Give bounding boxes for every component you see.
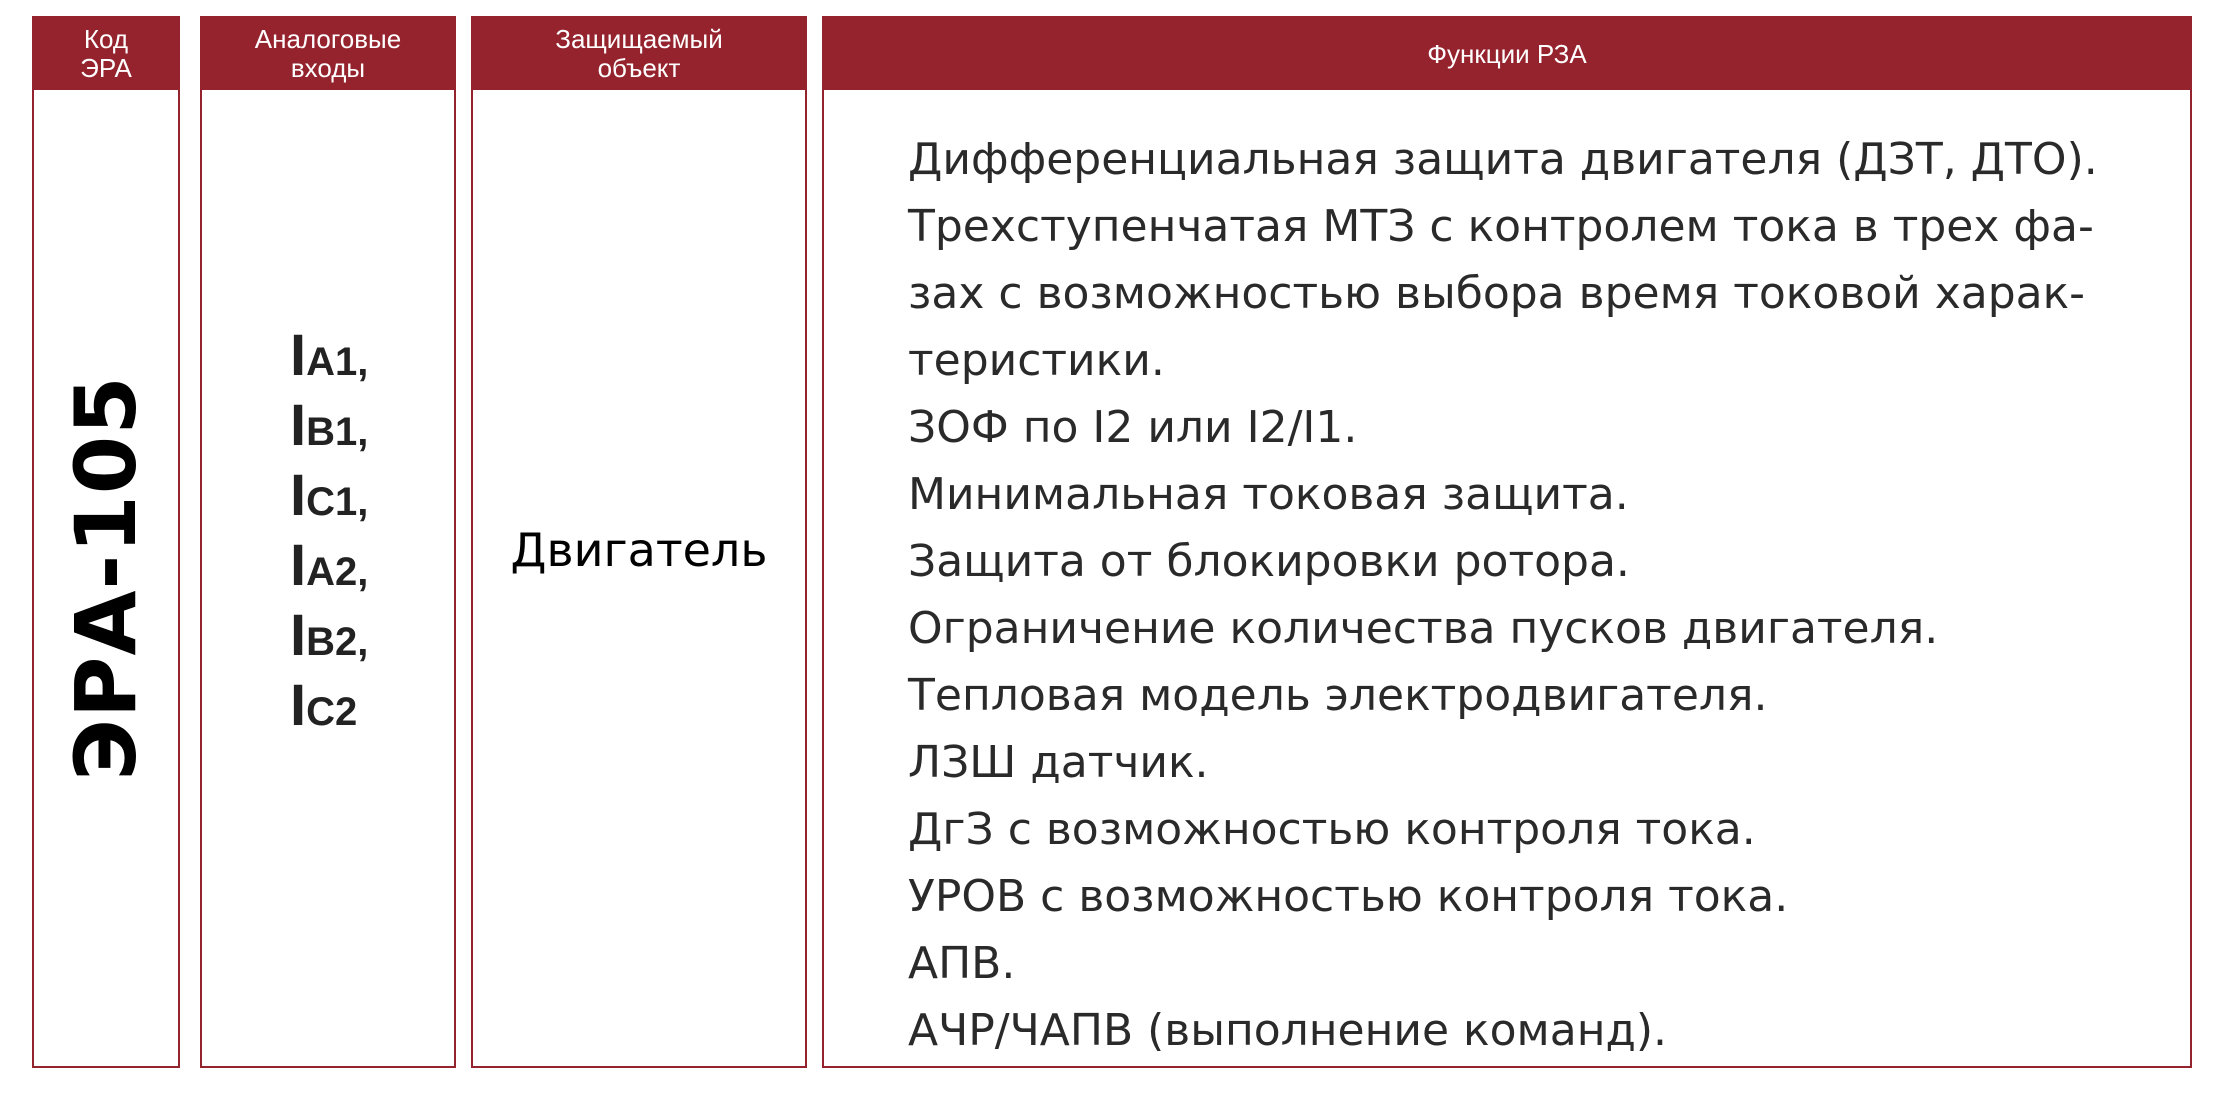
analog-input-separator: ,: [357, 550, 369, 594]
functions-list: [908, 126, 2098, 1064]
function-line: Защита от блокировки ротора.: [908, 536, 1630, 587]
function-line: Ограничение количества пусков двигателя.: [908, 603, 1939, 654]
analog-input-item: [290, 532, 368, 602]
column-protected-object: [471, 16, 807, 1068]
analog-input-subscript: B1: [306, 410, 358, 454]
function-line: АПВ.: [908, 938, 1016, 989]
header-functions: [824, 18, 2190, 90]
cell-analog-inputs: [202, 90, 454, 1066]
analog-input-subscript: B2: [306, 620, 358, 664]
function-line: ЛЗШ датчик.: [908, 737, 1209, 788]
device-code: ЭРА-105: [57, 375, 155, 781]
protected-object: Двигатель: [510, 523, 768, 577]
analog-input-separator: ,: [357, 340, 369, 384]
analog-input-item: [290, 322, 368, 392]
analog-input-subscript: C2: [306, 690, 358, 734]
analog-input-subscript: A2: [306, 550, 358, 594]
analog-input-subscript: C1: [306, 480, 358, 524]
function-line: Минимальная токовая защита.: [908, 469, 1629, 520]
function-line: теристики.: [908, 335, 1165, 386]
analog-input-item: [290, 672, 368, 742]
analog-input-symbol: I: [290, 393, 307, 458]
column-functions: [822, 16, 2192, 1068]
cell-protected-object: [473, 90, 805, 1066]
analog-input-symbol: I: [290, 533, 307, 598]
analog-input-item: [290, 392, 368, 462]
function-line: АЧР/ЧАПВ (выполнение команд).: [908, 1005, 1668, 1056]
function-line: ЗОФ по I2 или I2/I1.: [908, 402, 1358, 453]
cell-functions: [824, 90, 2190, 1066]
header-functions-label: Функции РЗА: [1427, 38, 1587, 69]
function-line: зах с возможностью выбора время токовой харак-: [908, 268, 2086, 319]
analog-input-item: [290, 462, 368, 532]
function-line: ДгЗ с возможностью контроля тока.: [908, 804, 1756, 855]
analog-input-symbol: I: [290, 323, 307, 388]
analog-input-subscript: A1: [306, 340, 358, 384]
header-inputs-line2: входы: [290, 53, 366, 83]
function-line: УРОВ с возможностью контроля тока.: [908, 871, 1789, 922]
analog-input-separator: ,: [357, 480, 369, 524]
header-code-line2: ЭРА: [80, 53, 132, 83]
function-line: Дифференциальная защита двигателя (ДЗТ, ДТО).: [908, 134, 2098, 185]
analog-input-symbol: I: [290, 673, 307, 738]
header-protected-object: [473, 18, 805, 90]
header-object-line2: объект: [597, 53, 681, 83]
header-object-line1: Защищаемый: [555, 24, 723, 54]
analog-input-separator: ,: [357, 620, 369, 664]
cell-device-code: [34, 90, 178, 1066]
analog-input-separator: ,: [357, 410, 369, 454]
analog-inputs-list: [290, 322, 368, 742]
analog-input-symbol: I: [290, 603, 307, 668]
function-line: Тепловая модель электродвигателя.: [908, 670, 1768, 721]
header-analog-inputs: [202, 18, 454, 90]
function-line: Трехступенчатая МТЗ с контролем тока в трех фа-: [908, 201, 2094, 252]
header-device-code: [34, 18, 178, 90]
column-device-code: [32, 16, 180, 1068]
header-inputs-line1: Аналоговые: [254, 24, 402, 54]
analog-input-item: [290, 602, 368, 672]
header-code-line1: Код: [83, 24, 129, 54]
column-analog-inputs: [200, 16, 456, 1068]
analog-input-symbol: I: [290, 463, 307, 528]
